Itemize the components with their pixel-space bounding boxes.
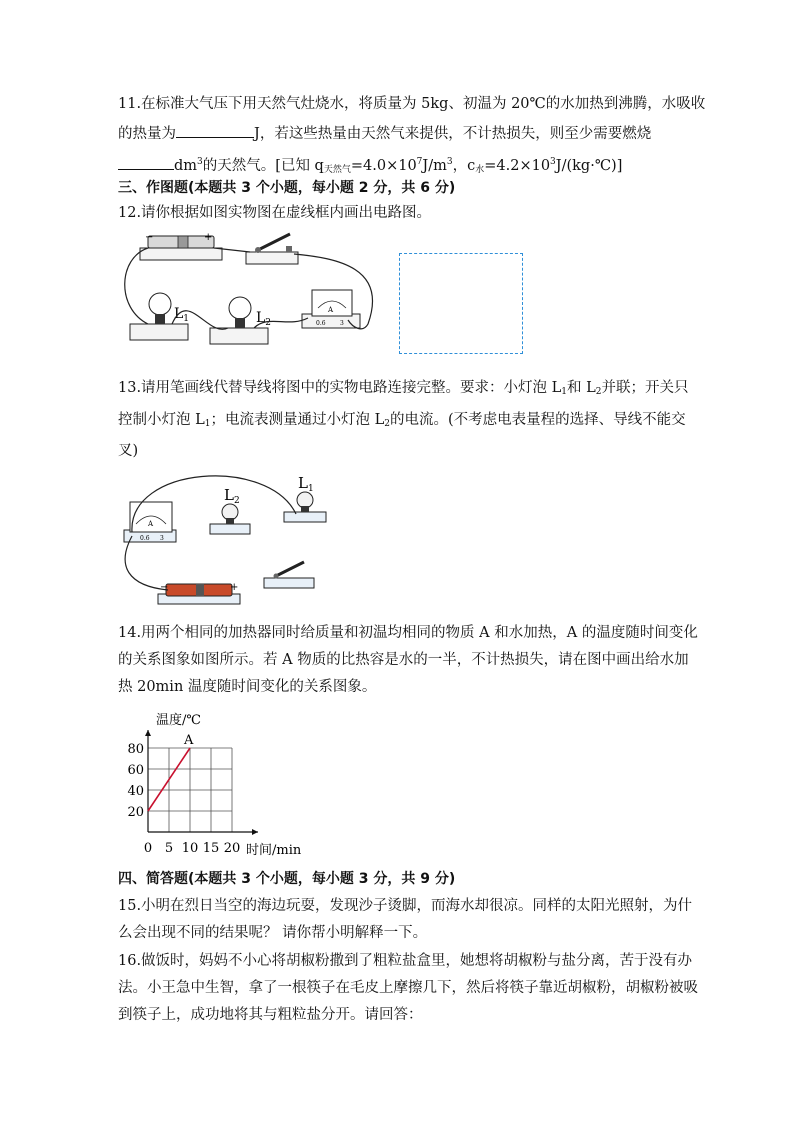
bulb-l2-base — [210, 328, 268, 344]
battery-plus-label: + — [204, 232, 213, 243]
bulb-l2-icon — [222, 504, 238, 520]
q16-line-1: 16.做饭时，妈妈不小心将胡椒粉撒到了粗粒盐盒里，她想将胡椒粉与盐分离，苦于没有办 — [118, 953, 693, 969]
ammeter-scale-label: 3 — [340, 320, 344, 327]
bulb-l1-icon — [149, 293, 171, 315]
y-tick-label: 80 — [127, 742, 144, 757]
q11-sup: 3 — [550, 157, 556, 167]
q11-text: J，若这些热量由天然气来提供，不计热损失，则至少需要燃烧 — [254, 126, 652, 142]
x-tick-label: 20 — [223, 841, 241, 856]
answer-dashed-box[interactable] — [399, 253, 523, 354]
section-4-heading: 四、简答题(本题共 3 个小题，每小题 3 分，共 9 分) — [118, 871, 456, 887]
x-tick-label: 15 — [202, 841, 220, 856]
q13-line-3: 叉) — [118, 443, 139, 459]
q13-line-1 — [118, 378, 689, 402]
series-label-A: A — [184, 733, 194, 748]
bulb-l2-label: $L_2$ — [256, 310, 272, 328]
q13-line-2 — [118, 410, 686, 434]
battery-plus-label: + — [230, 582, 239, 593]
ammeter-scale-label: 3 — [160, 535, 164, 542]
ammeter-label: A — [148, 520, 154, 528]
y-tick-label: 60 — [127, 763, 144, 778]
q13-sub: 1 — [561, 387, 568, 397]
q11-text: 的热量为 — [118, 126, 176, 142]
q11-text: ，c — [452, 158, 476, 174]
y-tick-label: 40 — [127, 784, 144, 799]
q13-text: 的电流。(不考虑电表量程的选择、导线不能交 — [389, 412, 686, 428]
switch-knife-icon — [258, 234, 290, 250]
bulb-l2-base — [210, 524, 250, 534]
q11-sup: 3 — [446, 157, 453, 167]
switch-base — [246, 252, 298, 264]
q11-sub: 天然气 — [323, 165, 351, 175]
q11-text: J/m — [422, 158, 447, 174]
q14-line-1: 14.用两个相同的加热器同时给质量和初温均相同的物质 A 和水加热，A 的温度随时间变化 — [118, 625, 698, 641]
q14-line-2: 的关系图象如图所示。若 A 物质的比热容是水的一半，不计热损失，请在图中画出给水加 — [118, 652, 689, 668]
q16-line-2: 法。小王急中生智，拿了一根筷子在毛皮上摩擦几下，然后将筷子靠近胡椒粉，胡椒粉被吸 — [118, 980, 698, 996]
q14-line-3: 热 20min 温度随时间变化的关系图象。 — [118, 679, 377, 695]
q15-line-2: 么会出现不同的结果呢？ 请你帮小明解释一下。 — [118, 925, 428, 941]
q13-sub: 1 — [204, 419, 211, 429]
battery-base — [140, 248, 222, 260]
q13-circuit-figure — [118, 466, 368, 612]
battery-minus-label: − — [160, 582, 169, 593]
ammeter-scale-label: 0.6 — [316, 320, 326, 327]
q11-text: =4.2×10 — [484, 158, 551, 174]
answer-blank-heat[interactable] — [176, 123, 254, 138]
q12-circuit-figure — [118, 228, 408, 356]
q12-text: 12.请你根据如图实物图在虚线框内画出电路图。 — [118, 205, 432, 221]
q11-text: dm — [174, 158, 198, 174]
q11-text: =4.0×10 — [350, 158, 417, 174]
q11-text: 的天然气。[已知 q — [202, 158, 324, 174]
q11-line-3 — [118, 152, 622, 180]
q13-text: ；电流表测量通过小灯泡 L — [210, 412, 385, 428]
temperature-time-chart — [118, 708, 318, 860]
bulb-l1-base — [130, 324, 188, 340]
ammeter-label: A — [328, 306, 334, 314]
x-axis-arrow-icon — [252, 829, 258, 835]
ammeter-scale-label: 0.6 — [140, 535, 150, 542]
q11-sup: 7 — [416, 157, 423, 167]
y-axis-arrow-icon — [145, 730, 151, 736]
bulb-l1-base — [284, 512, 326, 522]
switch-base — [264, 578, 314, 588]
q13-text: 控制小灯泡 L — [118, 412, 205, 428]
q11-sup: 3 — [197, 157, 203, 167]
y-tick-label: 20 — [127, 805, 144, 820]
q11-text: J/(kg·℃)] — [555, 158, 623, 174]
bulb-l1-label: $L_1$ — [174, 306, 190, 324]
x-tick-label: 0 — [143, 841, 153, 856]
x-tick-label: 10 — [181, 841, 199, 856]
x-axis-label: 时间/min — [246, 843, 302, 858]
q13-text: 和 L — [567, 380, 596, 396]
section-3-heading: 三、作图题(本题共 3 个小题，每小题 2 分，共 6 分) — [118, 180, 456, 196]
q11-line-1: 11.在标准大气压下用天然气灶烧水，将质量为 5kg、初温为 20℃的水加热到沸腾，水吸收 — [118, 96, 706, 112]
q13-sub: 2 — [595, 387, 602, 397]
bulb-l1-label: $L_1$ — [298, 474, 314, 494]
y-axis-label: 温度/℃ — [156, 713, 201, 728]
answer-blank-volume[interactable] — [118, 155, 174, 170]
bulb-l1-icon — [297, 492, 313, 508]
q13-text: 并联；开关只 — [601, 380, 689, 396]
bulb-l2-icon — [229, 297, 251, 319]
q11-line-2 — [118, 123, 651, 144]
q16-line-3: 到筷子上，成功地将其与粗粒盐分开。请回答： — [118, 1007, 423, 1023]
switch-knife-icon — [276, 562, 304, 576]
battery-minus-label: − — [145, 232, 154, 243]
q11-sub: 水 — [475, 165, 485, 175]
x-tick-label: 5 — [164, 841, 174, 856]
bulb-l2-label: $L_2$ — [224, 486, 240, 506]
q13-sub: 2 — [384, 419, 390, 429]
q13-text: 13.请用笔画线代替导线将图中的实物电路连接完整。要求：小灯泡 L — [118, 380, 562, 396]
q15-line-1: 15.小明在烈日当空的海边玩耍，发现沙子烫脚，而海水却很凉。同样的太阳光照射，为什 — [118, 898, 693, 914]
